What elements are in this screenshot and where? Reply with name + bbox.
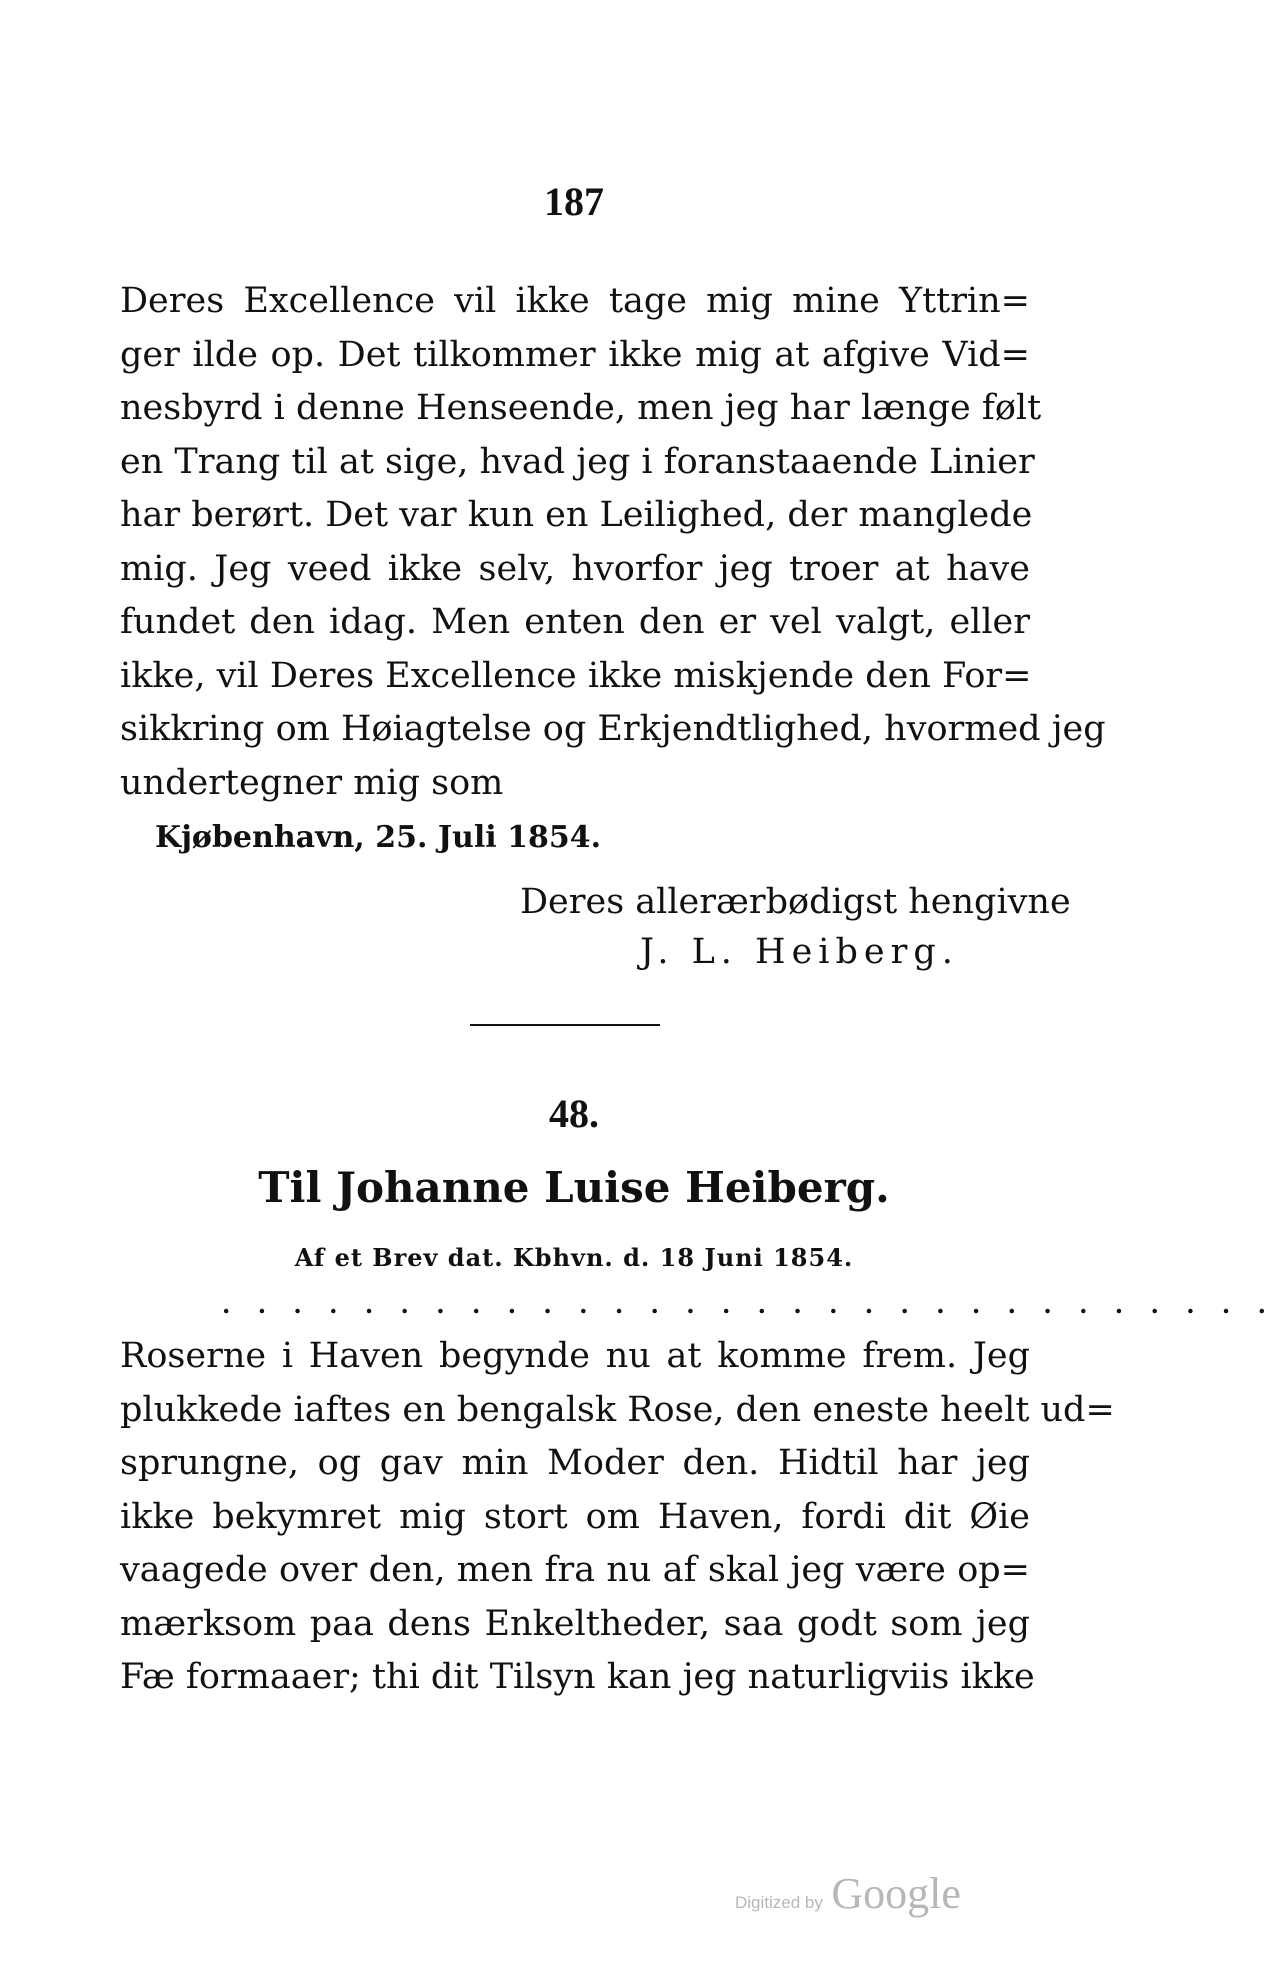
signature: J. L. Heiberg.: [640, 932, 959, 972]
source-note: Af et Brev dat. Kbhvn. d. 18 Juni 1854.: [294, 1243, 854, 1272]
text-line: mig. Jeg veed ikke selv, hvorfor jeg troer at have: [120, 548, 1030, 589]
text-line: en Trang til at sige, hvad jeg i foranstaaende Linier: [120, 441, 1035, 482]
text-line: nesbyrd i denne Henseende, men jeg har længe følt: [120, 388, 1042, 428]
section-divider: [470, 1024, 660, 1026]
text-line: plukkede iaftes en bengalsk Rose, den eneste heelt ud=: [120, 1389, 1115, 1430]
section-title: Til Johanne Luise Heiberg.: [258, 1163, 890, 1212]
google-logo: Google: [831, 1869, 961, 1918]
digitized-watermark: [735, 1868, 961, 1919]
text-line: undertegner mig som: [120, 762, 504, 803]
dateline: Kjøbenhavn, 25. Juli 1854.: [155, 820, 602, 855]
text-line: Deres Excellence vil ikke tage mig mine Yttrin=: [120, 281, 1030, 321]
text-line: fundet den idag. Men enten den er vel valgt, eller: [120, 602, 1030, 642]
text-line: mærksom paa dens Enkeltheder, saa godt som jeg: [120, 1603, 1030, 1644]
text-line: sikkring om Høiagtelse og Erkjendtlighed, hvormed jeg: [120, 709, 1106, 749]
section-number: 48.: [549, 1091, 599, 1136]
text-line: vaagede over den, men fra nu af skal jeg være op=: [120, 1550, 1030, 1590]
text-line: har berørt. Det var kun en Leilighed, der manglede: [120, 495, 1033, 535]
page-number: 187: [544, 179, 604, 224]
letter-paragraph: [120, 275, 1106, 810]
ellipsis-line: . . . . . . . . . . . . . . . . . . . . . . . . . . . . . .: [222, 1290, 1275, 1319]
letter-closing: Deres allerærbødigst hengivne: [520, 882, 1071, 922]
watermark-prefix: Digitized by: [735, 1893, 823, 1912]
text-line: ger ilde op. Det tilkommer ikke mig at afgive Vid=: [120, 334, 1030, 375]
text-line: Roserne i Haven begynde nu at komme frem. Jeg: [120, 1336, 1030, 1376]
letter-paragraph: [120, 1330, 1115, 1705]
text-line: ikke bekymret mig stort om Haven, fordi dit Øie: [120, 1496, 1030, 1537]
text-line: sprungne, og gav min Moder den. Hidtil har jeg: [120, 1443, 1030, 1483]
text-line: ikke, vil Deres Excellence ikke miskjende den For=: [120, 655, 1032, 696]
text-line: Fæ formaaer; thi dit Tilsyn kan jeg naturligviis ikke: [120, 1657, 1035, 1697]
